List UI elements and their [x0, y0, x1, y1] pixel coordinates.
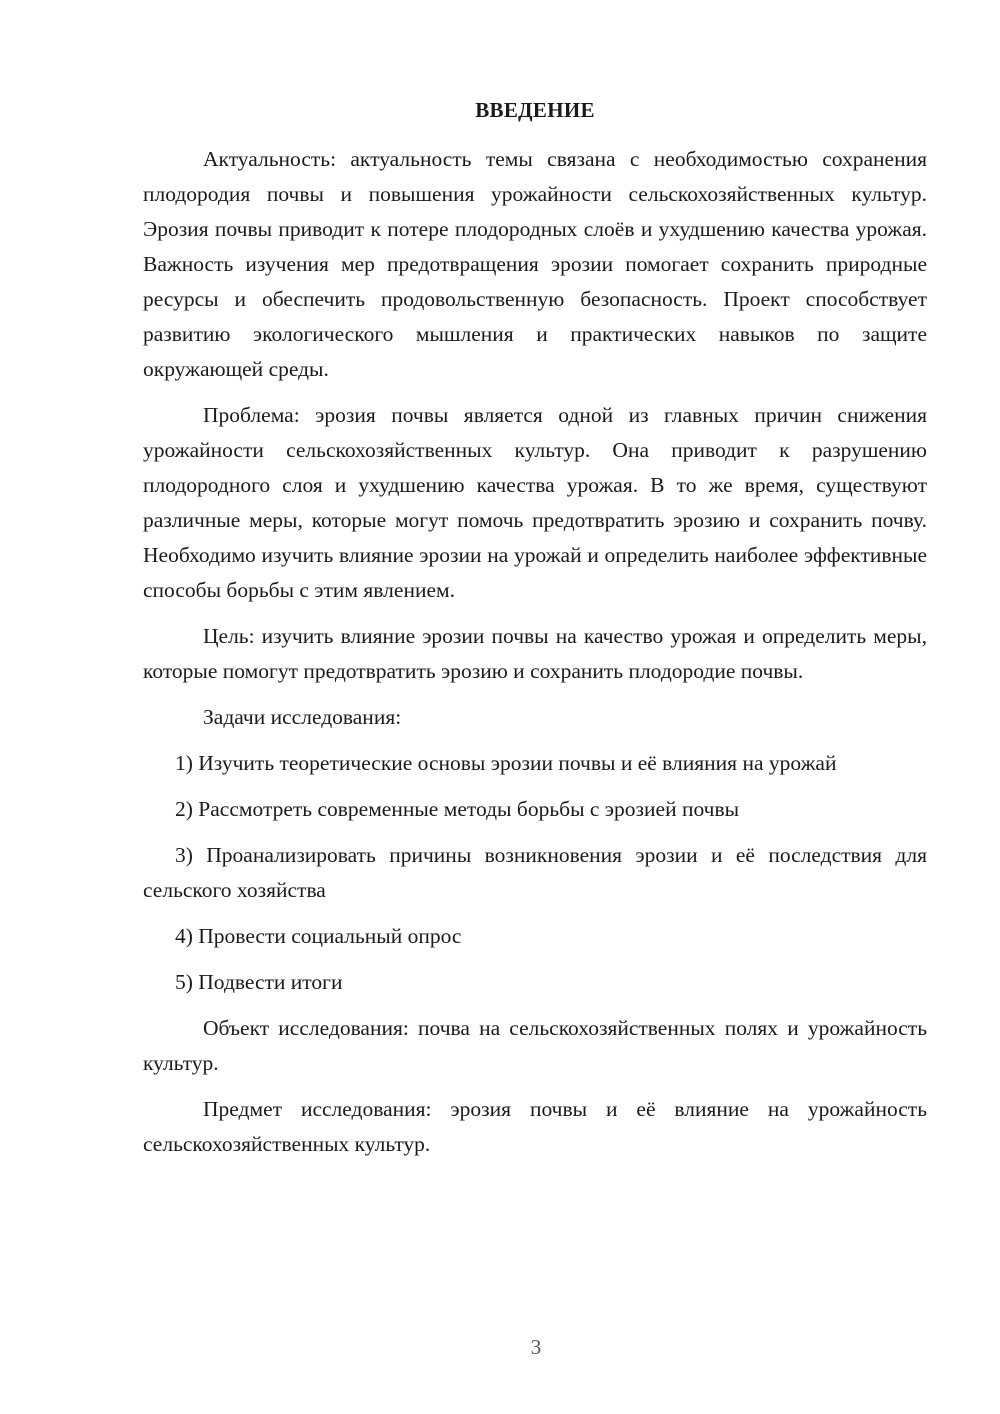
task-item-2: 2) Рассмотреть современные методы борьбы с эрозией почвы: [175, 797, 740, 821]
task-item-5: 5) Подвести итоги: [175, 970, 343, 994]
task-item-1: 1) Изучить теоретические основы эрозии почвы и её влияния на урожай: [175, 751, 837, 775]
task-item-4: 4) Провести социальный опрос: [175, 924, 462, 948]
tasks-heading: Задачи исследования:: [203, 705, 402, 729]
object-paragraph: Объект исследования: почва на сельскохозяйственных полях и урожайность культур.: [143, 1016, 927, 1075]
goal-paragraph: Цель: изучить влияние эрозии почвы на качество урожая и определить меры, которые помогут предотвратить эрозию и сохранить плодородие почвы.: [143, 624, 927, 683]
section-title: ВВЕДЕНИЕ: [475, 98, 595, 122]
problem-paragraph: Проблема: эрозия почвы является одной из главных причин снижения урожайности сельскохозяйственных культур. Она приводит к разрушению плодородного слоя и ухудшению качества урожая. В то же время, существуют различные меры, которые могут помочь предотвратить эрозию и сохранить почву. Необходимо изучить влияние эрозии на урожай и определить наиболее эффективные способы борьбы с этим явлением.: [143, 403, 927, 602]
subject-paragraph: Предмет исследования: эрозия почвы и её влияние на урожайность сельскохозяйственных культур.: [143, 1097, 927, 1156]
page-content: [143, 96, 927, 1173]
task-item-3: 3) Проанализировать причины возникновения эрозии и её последствия для сельского хозяйства: [143, 843, 927, 902]
page-number: 3: [530, 1335, 542, 1359]
relevance-paragraph: Актуальность: актуальность темы связана с необходимостью сохранения плодородия почвы и повышения урожайности сельскохозяйственных культур. Эрозия почвы приводит к потере плодородных слоёв и ухудшению качества урожая. Важность изучения мер предотвращения эрозии помогает сохранить природные ресурсы и обеспечить продовольственную безопасность. Проект способствует развитию экологического мышления и практических навыков по защите окружающей среды.: [143, 147, 927, 381]
